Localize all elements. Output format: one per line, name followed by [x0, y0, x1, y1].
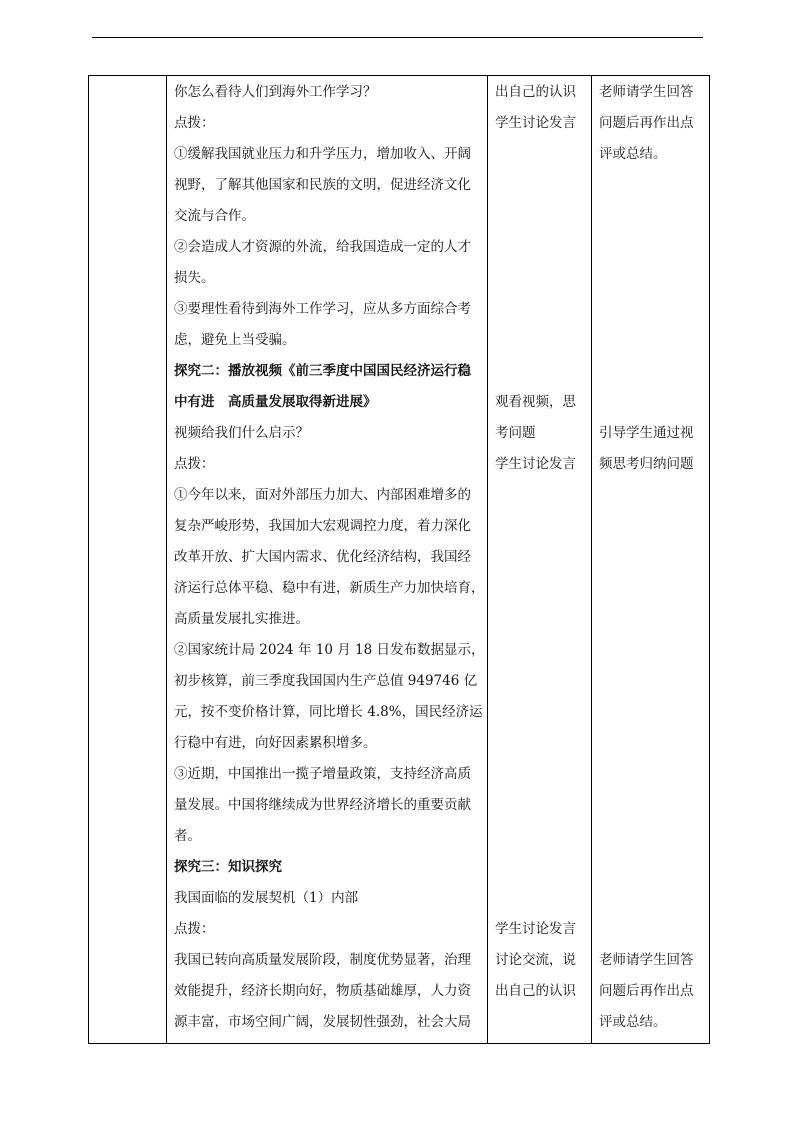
content-line: ②国家统计局 2024 年 10 月 18 日发布数据显示，	[174, 642, 485, 658]
intent-line: 引导学生通过视	[599, 425, 694, 441]
content-line: 济运行总体平稳、稳中有进，新质生产力加快培育，	[174, 580, 485, 596]
lesson-plan-table	[88, 75, 710, 1044]
section-heading: 探究二：播放视频《前三季度中国国民经济运行稳	[174, 363, 471, 379]
intent-line: 评或总结。	[599, 1014, 667, 1030]
content-line: 我国已转向高质量发展阶段，制度优势显著，治理	[174, 952, 471, 968]
intent-line: 评或总结。	[599, 146, 667, 162]
section-heading: 探究三：知识探究	[174, 859, 282, 875]
intent-line: 频思考归纳问题	[599, 456, 694, 472]
content-line: 量发展。中国将继续成为世界经济增长的重要贡献	[174, 797, 471, 813]
content-line: 虑，避免上当受骗。	[174, 332, 296, 348]
content-line: 视频给我们什么启示？	[174, 425, 309, 441]
content-line: ③要理性看待到海外工作学习，应从多方面综合考	[174, 301, 471, 317]
intent-line: 老师请学生回答	[599, 84, 694, 100]
content-line: ①缓解我国就业压力和升学压力，增加收入、开阔	[174, 146, 471, 162]
content-line: 元，按不变价格计算，同比增长 4.8%，国民经济运	[174, 704, 483, 720]
stage-cell	[89, 76, 167, 1044]
intent-line: 老师请学生回答	[599, 952, 694, 968]
content-line: 点拨：	[174, 921, 215, 937]
activity-line: 出自己的认识	[495, 983, 576, 999]
activity-line: 出自己的认识	[495, 84, 576, 100]
header-rule	[92, 37, 703, 38]
content-line: 视野，了解其他国家和民族的文明，促进经济文化	[174, 177, 471, 193]
content-line: 你怎么看待人们到海外工作学习？	[174, 84, 377, 100]
table-row	[89, 76, 710, 1044]
design-intent-cell	[592, 76, 710, 1044]
content-line: ①今年以来，面对外部压力加大、内部困难增多的	[174, 487, 471, 503]
content-line: 交流与合作。	[174, 208, 255, 224]
activity-line: 学生讨论发言	[495, 456, 576, 472]
content-line: 高质量发展扎实推进。	[174, 611, 309, 627]
activity-line: 观看视频，思	[495, 394, 576, 410]
teaching-content-cell	[167, 76, 488, 1044]
content-line: 效能提升，经济长期向好，物质基础雄厚，人力资	[174, 983, 471, 999]
section-heading: 中有进 高质量发展取得新进展》	[174, 394, 377, 410]
activity-line: 学生讨论发言	[495, 921, 576, 937]
content-line: 者。	[174, 828, 201, 844]
content-line: 我国面临的发展契机（1）内部	[174, 890, 359, 906]
content-line: 点拨：	[174, 115, 215, 131]
activity-line: 考问题	[495, 425, 536, 441]
content-line: 改革开放、扩大国内需求、优化经济结构，我国经	[174, 549, 471, 565]
activity-line: 讨论交流，说	[495, 952, 576, 968]
content-line: 行稳中有进，向好因素累积增多。	[174, 735, 377, 751]
content-line: 源丰富，市场空间广阔，发展韧性强劲，社会大局	[174, 1014, 471, 1030]
content-line: 复杂严峻形势，我国加大宏观调控力度，着力深化	[174, 518, 471, 534]
activity-line: 学生讨论发言	[495, 115, 576, 131]
content-line: ②会造成人才资源的外流，给我国造成一定的人才	[174, 239, 471, 255]
content-line: 初步核算，前三季度我国国内生产总值 949746 亿	[174, 673, 478, 689]
intent-line: 问题后再作出点	[599, 983, 694, 999]
student-activity-cell	[488, 76, 592, 1044]
content-line: 损失。	[174, 270, 215, 286]
content-line: ③近期，中国推出一揽子增量政策，支持经济高质	[174, 766, 471, 782]
intent-line: 问题后再作出点	[599, 115, 694, 131]
content-line: 点拨：	[174, 456, 215, 472]
